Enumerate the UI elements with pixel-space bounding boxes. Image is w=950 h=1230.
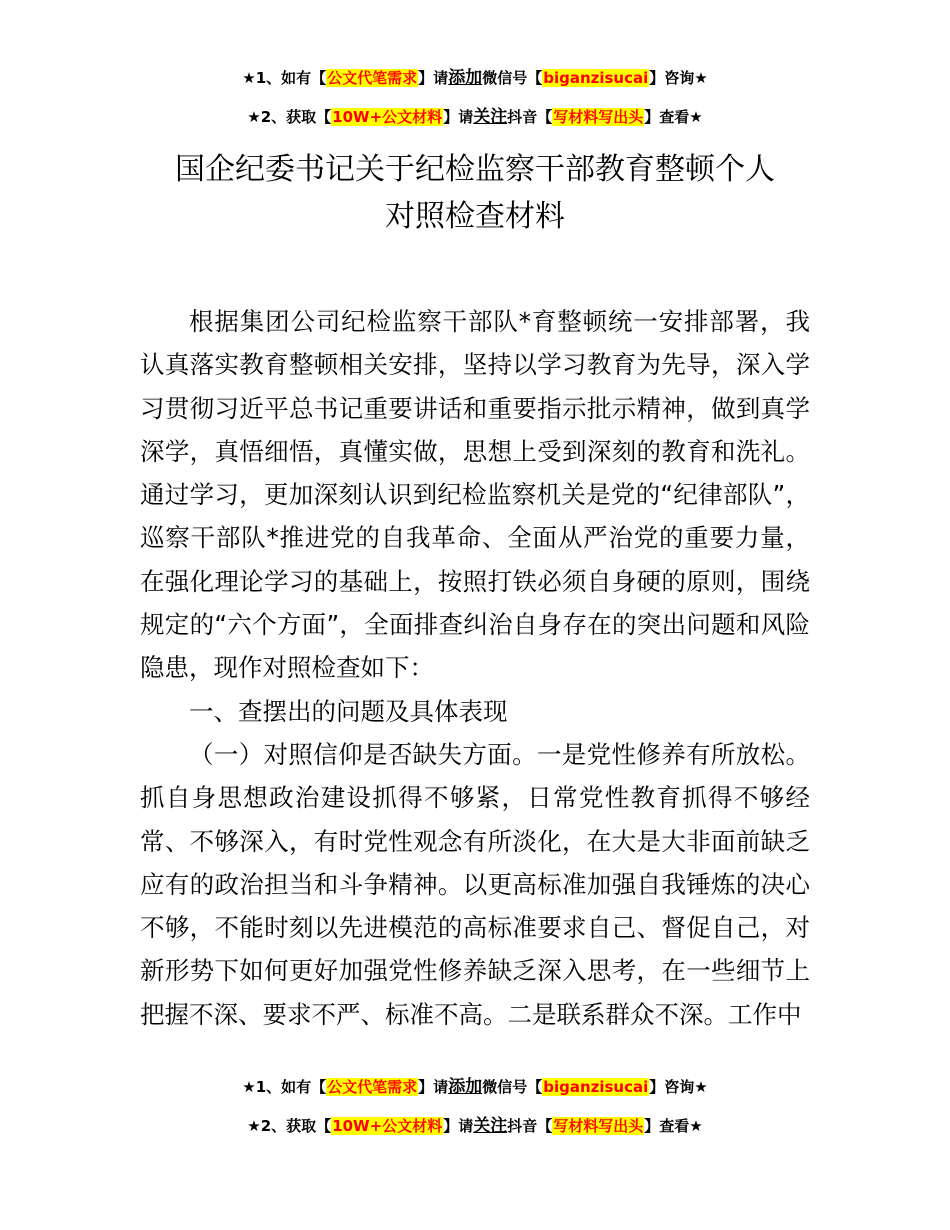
promo-emphasis: 添加 xyxy=(448,1077,483,1097)
promo-prefix: ★1、如有【 xyxy=(242,1078,327,1096)
promo-text: 微信号【 xyxy=(482,1078,543,1096)
promo-highlight-wechat-id: biganzisucai xyxy=(543,69,649,87)
promo-highlight-douyin-id: 写材料写出头 xyxy=(553,108,644,126)
title-line-2: 对照检查材料 xyxy=(385,199,565,234)
promo-highlight-wechat-id: biganzisucai xyxy=(543,1078,649,1096)
promo-highlight-materials: 10W+公文材料 xyxy=(332,1117,443,1135)
body-paragraph-intro: 根据集团公司纪检监察干部队*育整顿统一安排部署，我认真落实教育整顿相关安排，坚持以学习教育为先导，深入学习贯彻习近平总书记重要讲话和重要指示批示精神，做到真学深学，真悟细悟，真懂实做，思想上受到深刻的教育和洗礼。通过学习，更加深刻认识到纪检监察机关是党的“纪律部队”，巡察干部队*推进党的自我革命、全面从严治党的重要力量，在强化理论学习的基础上，按照打铁必须自身硬的原则，围绕规定的“六个方面”，全面排查纠治自身存在的突出问题和风险隐患，现作对照检查如下： xyxy=(140,307,810,683)
promo-highlight-service: 公文代笔需求 xyxy=(327,69,418,87)
promo-highlight-materials: 10W+公文材料 xyxy=(332,108,443,126)
document-title xyxy=(140,146,810,240)
promo-emphasis: 添加 xyxy=(448,68,483,88)
promo-suffix: 】咨询★ xyxy=(649,69,708,87)
promo-line-douyin-bottom xyxy=(0,1116,950,1136)
promo-emphasis: 关注 xyxy=(473,107,508,127)
promo-text: 】请 xyxy=(418,69,449,87)
promo-suffix: 】咨询★ xyxy=(649,1078,708,1096)
promo-text: 微信号【 xyxy=(482,69,543,87)
promo-text: 抖音【 xyxy=(507,1117,553,1135)
promo-text: 】请 xyxy=(418,1078,449,1096)
promo-line-wechat-bottom xyxy=(0,1077,950,1097)
promo-text: 】请 xyxy=(443,108,474,126)
promo-prefix: ★2、获取【 xyxy=(247,1117,332,1135)
promo-text: 】请 xyxy=(443,1117,474,1135)
body-paragraph-faith: （一）对照信仰是否缺失方面。一是党性修养有所放松。抓自身思想政治建设抓得不够紧，日常党性教育抓得不够经常、不够深入，有时党性观念有所淡化，在大是大非面前缺乏应有的政治担当和斗争精神。以更高标准加强自我锤炼的决心不够，不能时刻以先进模范的高标准要求自己、督促自己，对新形势下如何更好加强党性修养缺乏深入思考，在一些细节上把握不深、要求不严、标准不高。二是联系群众不深。工作中 xyxy=(140,739,810,1029)
promo-prefix: ★1、如有【 xyxy=(242,69,327,87)
promo-suffix: 】查看★ xyxy=(644,108,703,126)
title-line-1: 国企纪委书记关于纪检监察干部教育整顿个人 xyxy=(175,152,775,187)
promo-line-wechat-top xyxy=(0,68,950,88)
promo-prefix: ★2、获取【 xyxy=(247,108,332,126)
promo-text: 抖音【 xyxy=(507,108,553,126)
document-body xyxy=(140,300,810,1036)
promo-suffix: 】查看★ xyxy=(644,1117,703,1135)
promo-highlight-service: 公文代笔需求 xyxy=(327,1078,418,1096)
section-heading: 一、查摆出的问题及具体表现 xyxy=(189,696,508,726)
promo-line-douyin-top xyxy=(0,107,950,127)
promo-emphasis: 关注 xyxy=(473,1116,508,1136)
promo-highlight-douyin-id: 写材料写出头 xyxy=(553,1117,644,1135)
